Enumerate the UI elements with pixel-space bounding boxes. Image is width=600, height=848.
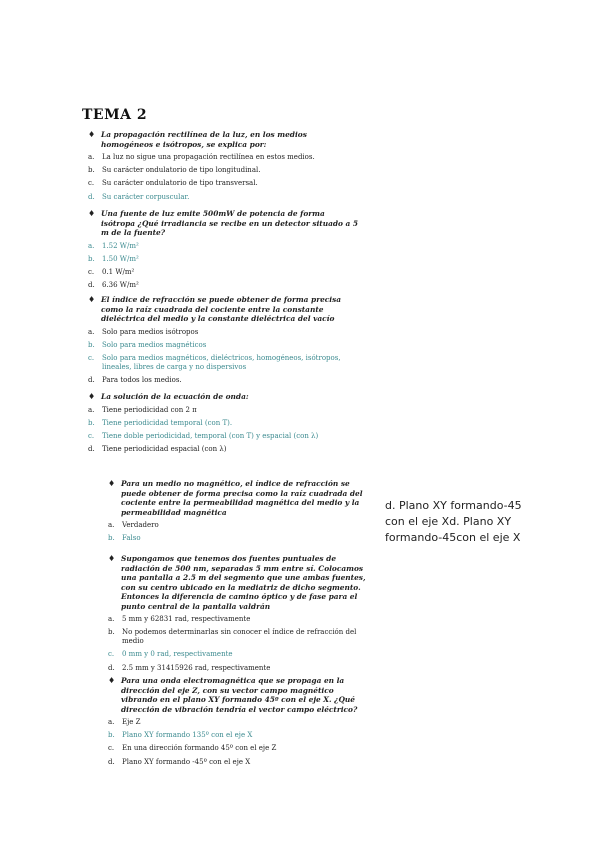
option-letter: d. — [108, 757, 115, 766]
question-7 — [108, 676, 370, 771]
option-letter: b. — [108, 628, 115, 637]
option-text: Plano XY formando -45º con el eje X — [122, 757, 251, 766]
option-text: Solo para medios magnéticos — [102, 340, 207, 349]
option-letter: d. — [88, 445, 95, 454]
option-letter: b. — [88, 166, 95, 175]
question-text: Una fuente de luz emite 500mW de potencia de forma isótropa ¿Qué irradiancia se recibe en un detector situado a 5 m de la fuente? — [101, 209, 359, 237]
question-text: La propagación rectilínea de la luz, en los medios homogéneos e isótropos, se explica por: — [101, 130, 307, 149]
option-letter: a. — [108, 521, 115, 529]
question-bullet-icon: ♦ — [108, 553, 116, 563]
option-text: 0.1 W/m² — [102, 267, 135, 276]
option-b[interactable] — [88, 341, 360, 350]
option-text: Tiene periodicidad temporal (con T). — [102, 418, 233, 427]
option-text: 6.36 W/m² — [102, 281, 139, 290]
question-stem — [88, 209, 360, 238]
question-stem — [108, 479, 370, 517]
question-bullet-icon: ♦ — [108, 478, 116, 488]
option-text: Para todos los medios. — [102, 376, 182, 385]
option-letter: d. — [88, 376, 95, 385]
question-1 — [88, 130, 360, 206]
option-letter: c. — [88, 179, 95, 188]
option-text: Falso — [122, 534, 141, 543]
option-d[interactable] — [88, 281, 360, 290]
option-letter: d. — [88, 281, 95, 290]
option-list — [88, 406, 360, 455]
option-c[interactable] — [108, 650, 370, 659]
option-text: Tiene periodicidad con 2 π — [102, 405, 197, 414]
option-text: Su carácter corpuscular. — [102, 192, 190, 201]
option-letter: b. — [88, 418, 95, 427]
option-letter: c. — [88, 267, 95, 276]
option-letter: b. — [108, 534, 115, 543]
option-c[interactable] — [88, 179, 360, 188]
option-text: En una dirección formando 45º con el eje Z — [122, 744, 277, 753]
option-text: La luz no sigue una propagación rectilínea en estos medios. — [102, 153, 315, 161]
question-bullet-icon: ♦ — [88, 208, 96, 218]
option-text: 1.52 W/m² — [102, 241, 139, 250]
option-letter: b. — [88, 340, 95, 349]
option-letter: c. — [88, 353, 95, 362]
option-list — [108, 615, 370, 673]
question-bullet-icon: ♦ — [108, 675, 116, 685]
option-letter: b. — [108, 731, 115, 740]
option-a[interactable] — [108, 718, 370, 727]
option-b[interactable] — [88, 419, 360, 428]
side-note: d. Plano XY formando-45 con el eje Xd. Plano XY formando-45con el eje X — [385, 499, 522, 544]
option-list — [88, 328, 360, 386]
question-6 — [108, 554, 370, 677]
option-list — [88, 153, 360, 202]
question-bullet-icon: ♦ — [88, 294, 96, 304]
option-text: 1.50 W/m² — [102, 254, 139, 263]
option-text: Su carácter ondulatorio de tipo longitudinal. — [102, 166, 261, 175]
option-letter: b. — [88, 254, 95, 263]
option-text: Su carácter ondulatorio de tipo transversal. — [102, 179, 258, 188]
option-b[interactable] — [88, 166, 360, 175]
option-text: 2.5 mm y 31415926 rad, respectivamente — [122, 663, 271, 672]
option-text: Tiene doble periodicidad, temporal (con T) y espacial (con λ) — [102, 431, 319, 440]
option-a[interactable] — [108, 521, 370, 530]
option-letter: c. — [88, 431, 95, 440]
option-text: No podemos determinarlas sin conocer el índice de refracción del medio — [122, 628, 357, 646]
option-letter: a. — [108, 718, 115, 726]
option-d[interactable] — [108, 758, 370, 767]
question-text: La solución de la ecuación de onda: — [101, 392, 249, 401]
question-stem — [108, 554, 370, 611]
option-b[interactable] — [88, 255, 360, 264]
option-letter: a. — [88, 153, 95, 161]
option-letter: c. — [108, 744, 115, 753]
option-list — [108, 521, 370, 543]
option-letter: a. — [88, 405, 95, 414]
question-stem — [88, 392, 360, 402]
option-b[interactable] — [108, 731, 370, 740]
option-c[interactable] — [108, 744, 370, 753]
question-5 — [108, 479, 370, 547]
option-letter: d. — [108, 663, 115, 672]
question-bullet-icon: ♦ — [88, 391, 96, 401]
question-4 — [88, 392, 360, 458]
option-b[interactable] — [108, 628, 370, 646]
option-letter: a. — [88, 327, 95, 336]
option-text: Eje Z — [122, 718, 141, 726]
option-d[interactable] — [88, 193, 360, 202]
question-stem — [88, 130, 360, 149]
option-letter: a. — [108, 615, 115, 623]
option-letter: d. — [88, 192, 95, 201]
question-stem — [88, 295, 360, 324]
option-c[interactable] — [88, 268, 360, 277]
option-letter: c. — [108, 650, 115, 659]
option-c[interactable] — [88, 354, 360, 372]
page-title: TEMA 2 — [82, 107, 148, 123]
question-3 — [88, 295, 360, 389]
option-letter: a. — [88, 241, 95, 250]
option-c[interactable] — [88, 432, 360, 441]
question-2 — [88, 209, 360, 294]
option-a[interactable] — [88, 328, 360, 337]
question-text: Para un medio no magnético, el índice de refracción se puede obtener de forma precisa como la raíz cuadrada del cociente entre la permeabilidad magnética del medio y la permeabilidad magnética — [121, 479, 363, 517]
option-text: Solo para medios isótropos — [102, 327, 199, 336]
option-a[interactable] — [88, 406, 360, 415]
option-d[interactable] — [88, 445, 360, 454]
option-list — [108, 718, 370, 767]
question-bullet-icon: ♦ — [88, 129, 96, 139]
option-list — [88, 242, 360, 291]
option-text: Solo para medios magnéticos, dieléctricos, homogéneos, isótropos, lineales, libres de carga y no dispersivos — [102, 353, 341, 371]
option-text: 0 mm y 0 rad, respectivamente — [122, 650, 233, 659]
option-d[interactable] — [108, 664, 370, 673]
question-text: Supongamos que tenemos dos fuentes puntuales de radiación de 500 nm, separadas 5 mm entre sí. Colocamos una pantalla a 2.5 m del segmento que une ambas fuentes, con su centro ubicado en la mediatriz de dicho segmento. Entonces la diferencia de camino óptico y de fase para el punto central de la pantalla valdrán — [121, 554, 366, 611]
option-text: Tiene periodicidad espacial (con λ) — [102, 445, 227, 454]
option-text: 5 mm y 62831 rad, respectivamente — [122, 615, 251, 623]
option-text: Plano XY formando 135º con el eje X — [122, 731, 253, 740]
option-a[interactable] — [108, 615, 370, 624]
question-text: Para una onda electromagnética que se propaga en la dirección del eje Z, con su vector campo magnético vibrando en el plano XY formando 45º con el eje X. ¿Qué dirección de vibración tendría el vector campo eléctrico? — [121, 676, 358, 714]
option-a[interactable] — [88, 242, 360, 251]
option-a[interactable] — [88, 153, 360, 162]
question-text: El índice de refracción se puede obtener de forma precisa como la raíz cuadrada del cociente entre la constante dieléctrica del medio y la constante dieléctrica del vacío — [101, 295, 342, 323]
option-b[interactable] — [108, 534, 370, 543]
question-stem — [108, 676, 370, 714]
option-d[interactable] — [88, 376, 360, 385]
option-text: Verdadero — [122, 521, 159, 529]
